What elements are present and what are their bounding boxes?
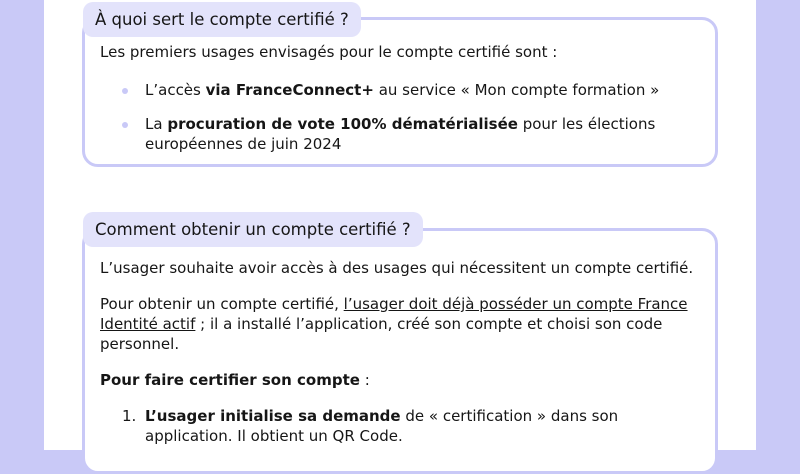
steps-heading: Pour faire certifier son compte : — [100, 371, 370, 389]
usage-intro: Les premiers usages envisagés pour le compte certifié sont : — [100, 43, 558, 61]
certification-section-title: Comment obtenir un compte certifié ? — [83, 212, 423, 247]
list-item: La procuration de vote 100% dématérialisée pour les élections européennes de juin 2024 — [100, 114, 710, 154]
bullet-dot-icon — [122, 88, 128, 94]
usage-section-title: À quoi sert le compte certifié ? — [83, 2, 361, 37]
bullet-dot-icon — [122, 122, 128, 128]
certification-para-1: L’usager souhaite avoir accès à des usages qui nécessitent un compte certifié. — [100, 259, 694, 277]
account-requirement-text: l’usager doit déjà posséder un compte France Identité actif — [100, 295, 688, 333]
usage-section-content — [100, 42, 710, 154]
usage-list — [100, 80, 710, 154]
list-item: L’accès via FranceConnect+ au service « Mon compte formation » — [100, 80, 710, 100]
steps-list — [100, 406, 710, 446]
certification-section-content — [100, 258, 710, 446]
list-item: 1. L’usager initialise sa demande de « certification » dans son application. Il obtient un QR Code. — [122, 407, 619, 445]
step-number: 1. — [122, 407, 137, 425]
certification-para-2: Pour obtenir un compte certifié, l’usager doit déjà posséder un compte France Identité actif ; il a installé l’application, créé son compte et choisi son code personnel. — [100, 295, 688, 353]
